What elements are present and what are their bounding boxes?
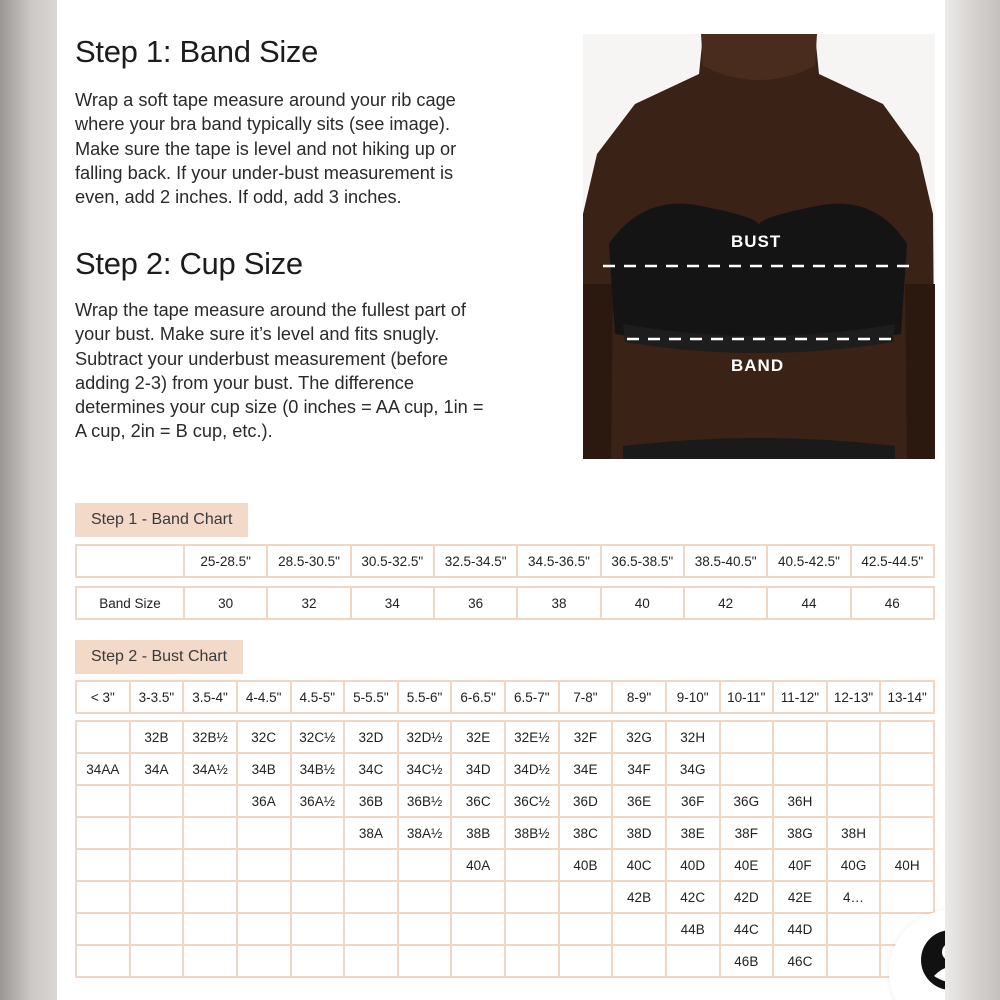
bust-size-cell: 44B	[666, 913, 720, 945]
bust-difference-cell: 5.5-6"	[398, 681, 452, 713]
bust-size-cell: 38F	[720, 817, 774, 849]
bust-size-cell	[505, 913, 559, 945]
bust-size-cell	[827, 753, 881, 785]
bust-size-cell	[398, 913, 452, 945]
bust-size-cell	[344, 945, 398, 977]
bust-size-cell: 34A½	[183, 753, 237, 785]
band-range-cell: 36.5-38.5"	[601, 545, 684, 577]
step2-heading: Step 2: Cup Size	[75, 246, 303, 281]
band-size-cell: 46	[851, 587, 934, 619]
bust-size-cell	[237, 849, 291, 881]
step2-body: Wrap the tape measure around the fullest part of your bust. Make sure it’s level and fits snugly. Subtract your underbust measurement (before adding 2-3) from your bust. The difference determines your cup size (0 inches = AA cup, 1in = A cup, 2in = B cup, etc.).	[75, 300, 484, 442]
bust-size-cell: 40B	[559, 849, 613, 881]
bust-size-row	[76, 945, 934, 977]
bust-size-cell	[720, 721, 774, 753]
bust-size-cell: 36C	[451, 785, 505, 817]
bust-size-cell	[398, 881, 452, 913]
bust-difference-cell: 6.5-7"	[505, 681, 559, 713]
bust-size-cell: 40F	[773, 849, 827, 881]
bust-size-cell	[130, 881, 184, 913]
bust-size-cell	[505, 849, 559, 881]
bust-size-cell: 32G	[612, 721, 666, 753]
band-size-cell: 30	[184, 587, 267, 619]
bust-size-cell	[612, 913, 666, 945]
bust-size-cell: 40A	[451, 849, 505, 881]
band-range-cell: 25-28.5"	[184, 545, 267, 577]
bust-size-cell	[183, 913, 237, 945]
bust-size-cell: 32E½	[505, 721, 559, 753]
bust-size-cell	[130, 849, 184, 881]
band-range-cell: 38.5-40.5"	[684, 545, 767, 577]
band-range-cell: 34.5-36.5"	[517, 545, 600, 577]
bust-size-cell: 32D½	[398, 721, 452, 753]
band-size-cell: 38	[517, 587, 600, 619]
bust-size-cell	[880, 817, 934, 849]
bust-size-cell	[773, 753, 827, 785]
bust-size-cell	[76, 945, 130, 977]
bust-size-cell: 32C	[237, 721, 291, 753]
bust-size-cell: 42C	[666, 881, 720, 913]
profile-icon	[919, 928, 945, 992]
band-size-cell: 32	[267, 587, 350, 619]
bust-difference-cell: < 3"	[76, 681, 130, 713]
band-size-cell: 40	[601, 587, 684, 619]
bust-difference-cell: 4.5-5"	[291, 681, 345, 713]
bust-difference-cell: 4-4.5"	[237, 681, 291, 713]
band-range-cell: 42.5-44.5"	[851, 545, 934, 577]
bust-size-cell	[827, 785, 881, 817]
band-chart-title: Step 1 - Band Chart	[75, 503, 248, 537]
bust-size-cell: 36F	[666, 785, 720, 817]
band-size-cell: 36	[434, 587, 517, 619]
step1-heading: Step 1: Band Size	[75, 34, 319, 69]
bust-size-cell	[773, 721, 827, 753]
bust-size-cell	[76, 849, 130, 881]
band-chart-size-table	[75, 586, 935, 620]
bust-size-cell: 34E	[559, 753, 613, 785]
bust-size-cell: 38D	[612, 817, 666, 849]
bust-size-cell	[559, 945, 613, 977]
bust-difference-cell: 11-12"	[773, 681, 827, 713]
bust-size-cell: 40D	[666, 849, 720, 881]
bust-size-row	[76, 721, 934, 753]
bust-difference-cell: 13-14"	[880, 681, 934, 713]
bust-chart-title: Step 2 - Bust Chart	[75, 640, 243, 674]
bust-size-cell: 34D	[451, 753, 505, 785]
bust-size-cell: 4…	[827, 881, 881, 913]
bust-size-cell: 36A½	[291, 785, 345, 817]
bust-size-cell: 38C	[559, 817, 613, 849]
bust-size-cell	[237, 817, 291, 849]
bust-chart-size-table	[75, 720, 935, 978]
bust-size-cell: 46C	[773, 945, 827, 977]
bust-size-cell: 40C	[612, 849, 666, 881]
bust-size-cell	[291, 913, 345, 945]
bust-size-cell	[344, 881, 398, 913]
size-guide-page	[57, 0, 945, 1000]
band-size-cell: 44	[767, 587, 850, 619]
bust-size-cell: 36B	[344, 785, 398, 817]
bust-size-cell: 32F	[559, 721, 613, 753]
bust-size-cell: 38A	[344, 817, 398, 849]
bust-size-cell	[559, 913, 613, 945]
bust-size-cell	[880, 785, 934, 817]
bust-size-cell	[505, 945, 559, 977]
right-background-strip	[945, 0, 1000, 1000]
bust-size-row	[76, 785, 934, 817]
bust-size-cell: 38H	[827, 817, 881, 849]
bust-size-cell: 38B½	[505, 817, 559, 849]
bust-size-cell: 32B½	[183, 721, 237, 753]
bust-size-cell	[880, 721, 934, 753]
bust-size-cell	[130, 945, 184, 977]
bust-size-cell: 40E	[720, 849, 774, 881]
bust-difference-row	[76, 681, 934, 713]
bust-size-cell	[130, 913, 184, 945]
bust-size-cell: 34B	[237, 753, 291, 785]
bust-size-cell	[130, 785, 184, 817]
bust-size-cell	[76, 785, 130, 817]
bust-size-cell	[666, 945, 720, 977]
bust-difference-cell: 6-6.5"	[451, 681, 505, 713]
bust-size-cell	[183, 881, 237, 913]
bust-size-cell: 32B	[130, 721, 184, 753]
bust-size-cell: 36E	[612, 785, 666, 817]
band-size-cell: 42	[684, 587, 767, 619]
bust-size-cell: 32D	[344, 721, 398, 753]
bust-size-cell	[183, 785, 237, 817]
bust-size-row	[76, 881, 934, 913]
bust-size-cell: 34AA	[76, 753, 130, 785]
band-chart-header-table	[75, 544, 935, 578]
band-corner-cell	[76, 545, 184, 577]
bust-size-cell	[451, 945, 505, 977]
band-range-cell: 40.5-42.5"	[767, 545, 850, 577]
bust-difference-cell: 9-10"	[666, 681, 720, 713]
bust-size-cell	[237, 913, 291, 945]
bust-size-cell	[183, 817, 237, 849]
band-size-label: Band Size	[76, 587, 184, 619]
band-range-cell: 28.5-30.5"	[267, 545, 350, 577]
bust-size-cell	[237, 945, 291, 977]
bust-size-cell: 40G	[827, 849, 881, 881]
bust-size-cell: 34A	[130, 753, 184, 785]
band-line-label: BAND	[731, 356, 785, 375]
bust-size-cell: 42E	[773, 881, 827, 913]
band-size-row	[76, 587, 934, 619]
bust-size-cell: 42B	[612, 881, 666, 913]
bust-size-cell	[237, 881, 291, 913]
bust-size-cell: 36C½	[505, 785, 559, 817]
bust-size-cell: 38G	[773, 817, 827, 849]
bust-size-cell	[291, 817, 345, 849]
bust-size-cell: 36H	[773, 785, 827, 817]
bust-size-cell	[451, 913, 505, 945]
bust-size-cell: 34C½	[398, 753, 452, 785]
bust-size-cell: 36B½	[398, 785, 452, 817]
bust-size-cell	[183, 945, 237, 977]
bust-size-cell: 34F	[612, 753, 666, 785]
bust-size-cell: 38E	[666, 817, 720, 849]
bust-difference-cell: 3-3.5"	[130, 681, 184, 713]
bust-size-cell: 36A	[237, 785, 291, 817]
bust-size-cell: 46B	[720, 945, 774, 977]
bust-size-cell: 34D½	[505, 753, 559, 785]
measurement-photo	[583, 34, 935, 459]
bust-size-row	[76, 817, 934, 849]
bust-size-cell	[183, 849, 237, 881]
bust-size-row	[76, 913, 934, 945]
band-range-row	[76, 545, 934, 577]
bust-size-cell	[398, 849, 452, 881]
bust-size-cell: 44D	[773, 913, 827, 945]
bust-size-cell	[451, 881, 505, 913]
bust-size-cell: 44C	[720, 913, 774, 945]
left-background-strip	[0, 0, 57, 1000]
bust-size-cell	[880, 753, 934, 785]
bust-size-cell: 36G	[720, 785, 774, 817]
bust-difference-cell: 7-8"	[559, 681, 613, 713]
bust-size-cell: 40H	[880, 849, 934, 881]
bust-size-cell	[76, 913, 130, 945]
bust-difference-cell: 8-9"	[612, 681, 666, 713]
bust-difference-cell: 12-13"	[827, 681, 881, 713]
bust-size-cell: 32E	[451, 721, 505, 753]
bust-size-cell: 38B	[451, 817, 505, 849]
bust-size-cell: 34C	[344, 753, 398, 785]
bust-size-cell: 42D	[720, 881, 774, 913]
bust-line-label: BUST	[731, 232, 782, 251]
bust-size-row	[76, 849, 934, 881]
bust-size-cell	[291, 849, 345, 881]
bust-size-cell: 32C½	[291, 721, 345, 753]
bust-size-cell	[880, 881, 934, 913]
bust-size-cell: 32H	[666, 721, 720, 753]
bust-size-cell	[505, 881, 559, 913]
bust-size-cell: 36D	[559, 785, 613, 817]
bust-chart-header-table	[75, 680, 935, 714]
bust-size-cell	[398, 945, 452, 977]
band-range-cell: 32.5-34.5"	[434, 545, 517, 577]
bust-size-cell	[76, 721, 130, 753]
bust-size-cell: 34G	[666, 753, 720, 785]
bust-size-cell: 38A½	[398, 817, 452, 849]
bust-difference-cell: 5-5.5"	[344, 681, 398, 713]
bust-size-cell: 34B½	[291, 753, 345, 785]
step1-body: Wrap a soft tape measure around your rib cage where your bra band typically sits (see image). Make sure the tape is level and not hiking up or falling back. If your under-bust measurement is even, add 2 inches. If odd, add 3 inches.	[75, 90, 457, 208]
bust-size-cell	[827, 945, 881, 977]
bust-difference-cell: 3.5-4"	[183, 681, 237, 713]
bust-size-cell	[827, 913, 881, 945]
bust-size-cell	[291, 945, 345, 977]
bust-size-cell	[612, 945, 666, 977]
bust-size-cell	[130, 817, 184, 849]
bust-size-cell	[344, 849, 398, 881]
bust-size-cell	[344, 913, 398, 945]
bust-size-cell	[827, 721, 881, 753]
bust-size-cell	[720, 753, 774, 785]
bust-size-cell	[559, 881, 613, 913]
bust-size-cell	[76, 881, 130, 913]
bust-size-cell	[76, 817, 130, 849]
bust-size-cell	[291, 881, 345, 913]
band-range-cell: 30.5-32.5"	[351, 545, 434, 577]
bust-size-row	[76, 753, 934, 785]
bust-difference-cell: 10-11"	[720, 681, 774, 713]
band-size-cell: 34	[351, 587, 434, 619]
